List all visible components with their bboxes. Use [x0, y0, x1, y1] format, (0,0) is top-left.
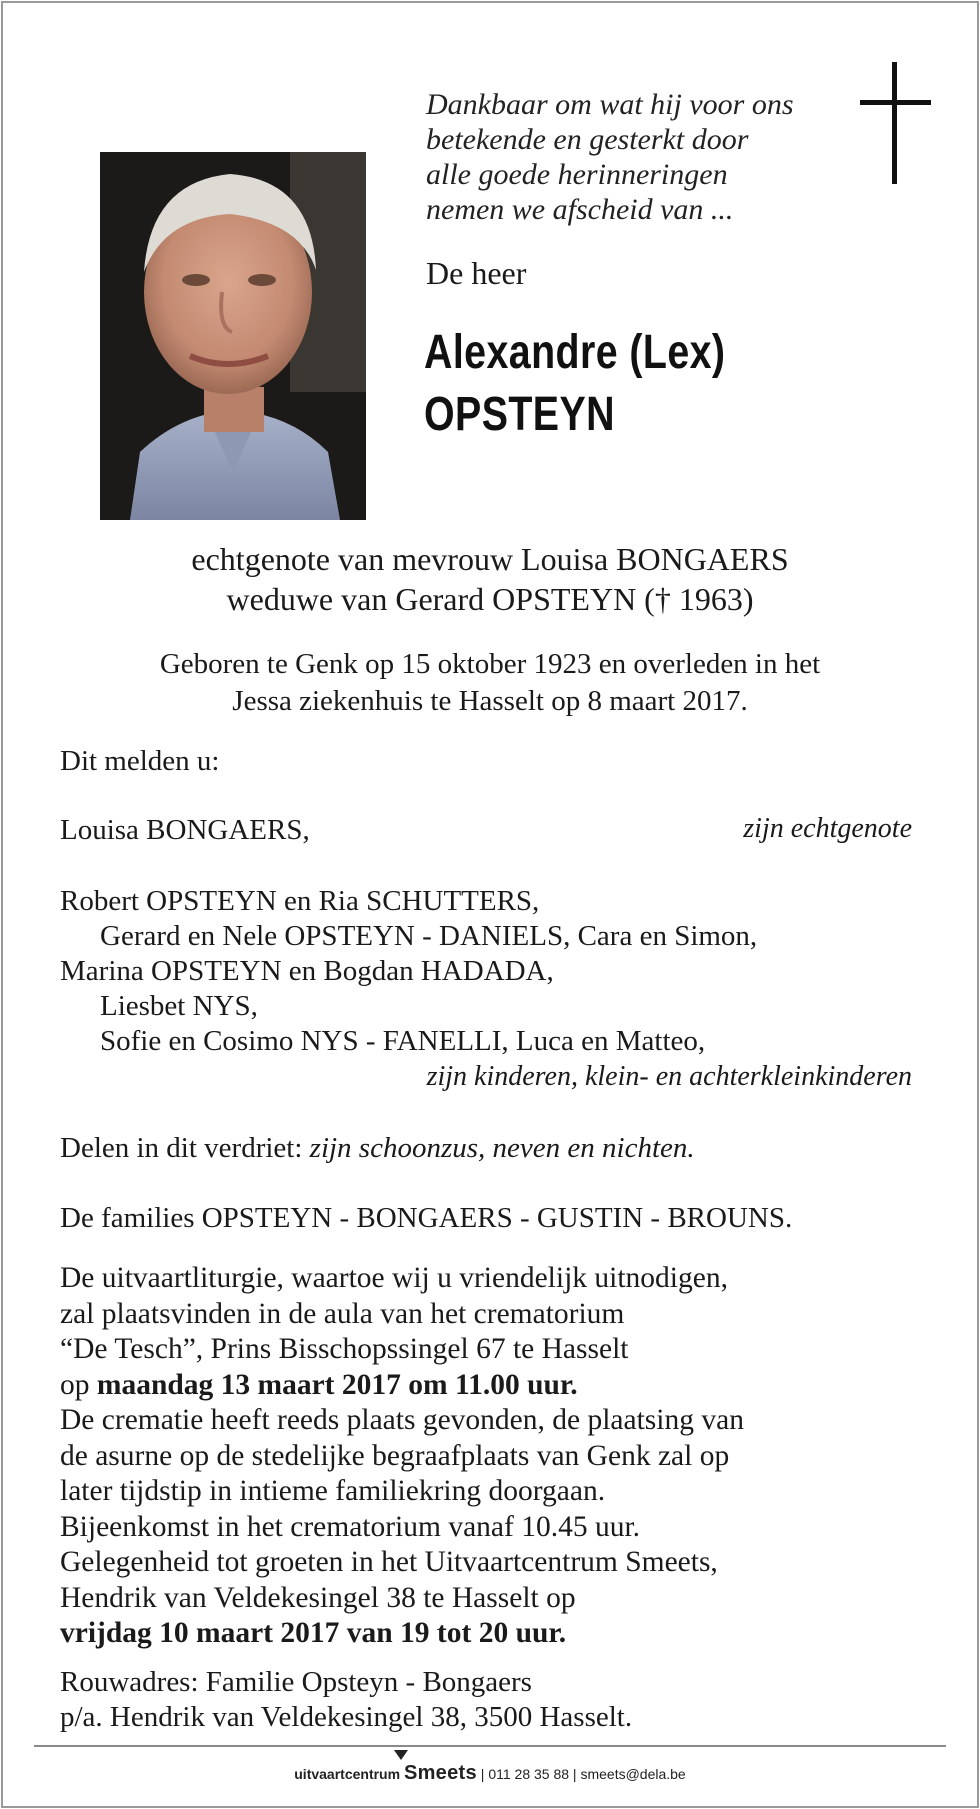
- family-member: Sofie en Cosimo NYS - FANELLI, Luca en Matteo,: [100, 1025, 706, 1057]
- intro-line: alle goede herinneringen: [426, 158, 728, 191]
- family-list: [60, 884, 757, 1059]
- funeral-date-line: [60, 1368, 744, 1404]
- family-member: Liesbet NYS,: [100, 990, 258, 1022]
- died-line: Jessa ziekenhuis te Hasselt op 8 maart 2017.: [232, 685, 748, 717]
- visitation-date: [60, 1616, 744, 1652]
- intro-line: Dankbaar om wat hij voor ons: [426, 88, 794, 121]
- funeral-line: de asurne op de stedelijke begraafplaats van Genk zal op: [60, 1439, 730, 1472]
- grief-value: zijn schoonzus, neven en nichten.: [309, 1132, 695, 1164]
- born-line: Geboren te Genk op 15 oktober 1923 en overleden in het: [159, 648, 821, 680]
- intro-line: nemen we afscheid van ...: [426, 193, 734, 226]
- funeral-date-prefix: op: [60, 1368, 90, 1401]
- funeral-line: later tijdstip in intieme familiekring doorgaan.: [60, 1475, 606, 1507]
- footer-divider: [34, 1745, 946, 1747]
- address-line: Rouwadres: Familie Opsteyn - Bongaers: [60, 1666, 532, 1698]
- families-line: De families OPSTEYN - BONGAERS - GUSTIN - BROUNS.: [60, 1202, 793, 1234]
- footer-email: smeets@dela.be: [580, 1766, 686, 1782]
- spouse-block: [0, 539, 980, 619]
- funeral-line: Gelegenheid tot groeten in het Uitvaartcentrum Smeets,: [60, 1546, 718, 1578]
- spouse-line: echtgenote van mevrouw Louisa BONGAERS: [191, 541, 789, 577]
- birth-death-block: [0, 646, 980, 720]
- spouse-name: Louisa BONGAERS,: [60, 814, 310, 846]
- deceased-last-name: OPSTEYN: [424, 388, 615, 441]
- funeral-line: zal plaatsvinden in de aula van het crematorium: [60, 1297, 625, 1330]
- family-role: zijn kinderen, klein- en achterkleinkinderen: [426, 1061, 912, 1092]
- widow-line: weduwe van Gerard OPSTEYN († 1963): [226, 581, 754, 617]
- footer-prefix: uitvaartcentrum: [294, 1766, 401, 1782]
- address-line: p/a. Hendrik van Veldekesingel 38, 3500 Hasselt.: [60, 1701, 633, 1733]
- grief-label: Delen in dit verdriet:: [60, 1132, 303, 1164]
- funeral-date: maandag 13 maart 2017 om 11.00 uur.: [96, 1368, 578, 1401]
- cross-icon-bar: [860, 100, 931, 105]
- family-member: Gerard en Nele OPSTEYN - DANIELS, Cara en Simon,: [100, 920, 758, 952]
- deceased-first-name: Alexandre (Lex): [424, 326, 726, 379]
- visitation-date-text: vrijdag 10 maart 2017 van 19 tot 20 uur.: [60, 1617, 567, 1649]
- mourning-address: [60, 1665, 632, 1735]
- footer-phone: | 011 28 35 88 |: [480, 1766, 577, 1782]
- footer: [0, 1762, 980, 1785]
- honorific: De heer: [426, 255, 527, 291]
- funeral-line: Bijeenkomst in het crematorium vanaf 10.45 uur.: [60, 1510, 641, 1543]
- family-member: Robert OPSTEYN en Ria SCHUTTERS,: [60, 885, 540, 917]
- deceased-name: [424, 322, 725, 446]
- funeral-line: De crematie heeft reeds plaats gevonden, de plaatsing van: [60, 1404, 744, 1436]
- announcement-label: Dit melden u:: [60, 745, 220, 777]
- spouse-role: zijn echtgenote: [743, 813, 912, 844]
- grief-line: [60, 1131, 695, 1166]
- funeral-line: “De Tesch”, Prins Bisschopssingel 67 te Hasselt: [60, 1333, 629, 1365]
- triangle-icon: [394, 1750, 408, 1760]
- funeral-line: De uitvaartliturgie, waartoe wij u vriendelijk uitnodigen,: [60, 1262, 728, 1294]
- family-member: Marina OPSTEYN en Bogdan HADADA,: [60, 955, 554, 987]
- funeral-details: [60, 1261, 744, 1652]
- intro-line: betekende en gesterkt door: [426, 123, 749, 156]
- cross-icon: [892, 62, 897, 184]
- funeral-line: Hendrik van Veldekesingel 38 te Hasselt op: [60, 1581, 576, 1614]
- portrait-photo: [100, 152, 366, 520]
- intro-text: [426, 87, 826, 227]
- footer-brand: Smeets: [403, 1762, 477, 1784]
